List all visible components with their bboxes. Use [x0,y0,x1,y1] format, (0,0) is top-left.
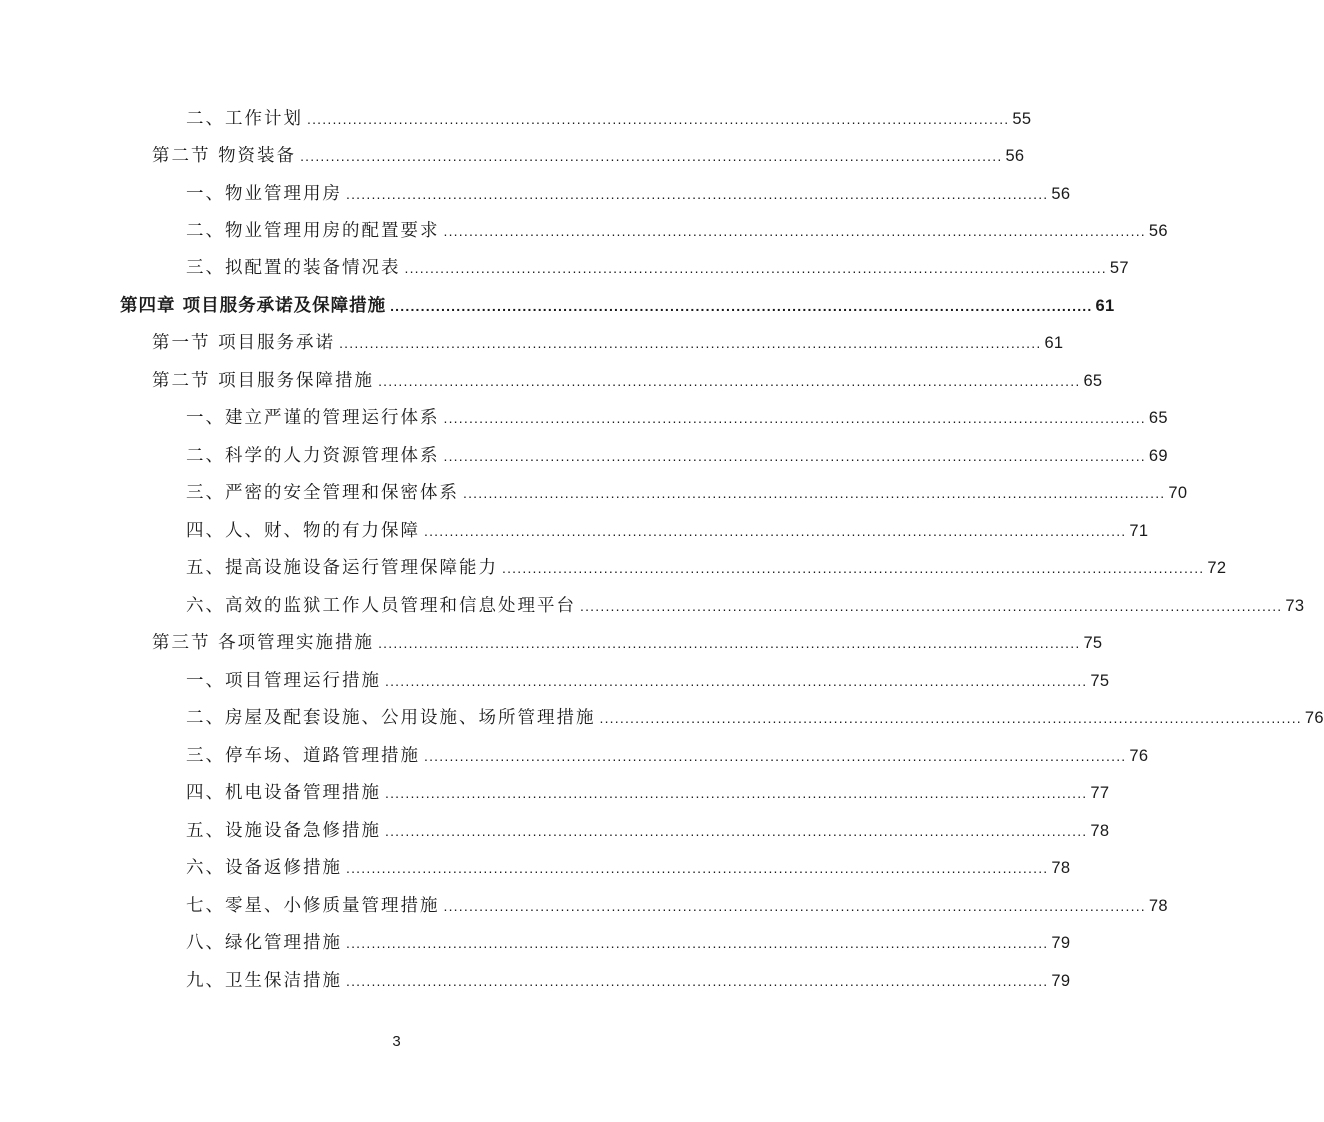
toc-entry-title: 五、设施设备急修措施 [186,821,381,841]
toc-entry-title: 一、物业管理用房 [186,184,342,204]
toc-page-number: 61 [1095,297,1115,315]
dot-leader: .......................................................................................................................................... [385,785,1088,801]
toc-page-number: 77 [1090,784,1110,802]
dot-leader: .......................................................................................................................................... [463,485,1166,501]
toc-page-number: 56 [1051,185,1071,203]
toc-entry[interactable] [186,479,1188,509]
dot-leader: .......................................................................................................................................... [443,410,1146,426]
toc-entry-title: 一、项目管理运行措施 [186,671,381,691]
toc-entry-title: 第二节 项目服务保障措施 [152,371,375,391]
dot-leader: .......................................................................................................................................... [599,710,1302,726]
toc-entry[interactable] [186,742,1149,772]
toc-entry-title: 三、拟配置的装备情况表 [186,258,401,278]
dot-leader: .......................................................................................................................................... [307,111,1010,127]
toc-page-number: 71 [1129,522,1149,540]
toc-page-number: 61 [1044,334,1064,352]
dot-leader: .......................................................................................................................................... [404,260,1107,276]
toc-page-number: 79 [1051,972,1071,990]
toc-page-number: 78 [1090,822,1110,840]
toc-entry[interactable] [186,667,1110,697]
toc-entry[interactable] [186,180,1071,210]
dot-leader: .......................................................................................................................................... [346,186,1049,202]
dot-leader: .......................................................................................................................................... [580,598,1283,614]
toc-entry[interactable] [152,142,1025,172]
dot-leader: .......................................................................................................................................... [378,635,1081,651]
dot-leader: .......................................................................................................................................... [424,523,1127,539]
dot-leader: .......................................................................................................................................... [346,935,1049,951]
toc-entry-title: 三、严密的安全管理和保密体系 [186,483,459,503]
dot-leader: .......................................................................................................................................... [300,148,1003,164]
toc-entry-title: 八、绿化管理措施 [186,933,342,953]
toc-entry-title: 二、房屋及配套设施、公用设施、场所管理措施 [186,708,596,728]
dot-leader: .......................................................................................................................................... [385,673,1088,689]
toc-page-number: 73 [1285,597,1305,615]
toc-entry-title: 四、人、财、物的有力保障 [186,521,420,541]
toc-entry[interactable] [152,629,1103,659]
toc-entry[interactable] [186,254,1129,284]
toc-entry[interactable] [186,404,1168,434]
toc-entry[interactable] [186,217,1168,247]
toc-page-number: 78 [1051,859,1071,877]
toc-entry[interactable] [186,892,1168,922]
dot-leader: .......................................................................................................................................... [443,223,1146,239]
toc-entry[interactable] [186,592,1305,622]
toc-entry-title: 六、高效的监狱工作人员管理和信息处理平台 [186,596,576,616]
toc-chapter-entry[interactable] [120,292,1115,322]
dot-leader: .......................................................................................................................................... [502,560,1205,576]
toc-entry[interactable] [186,854,1071,884]
toc-page-number: 78 [1148,897,1168,915]
dot-leader: .......................................................................................................................................... [339,335,1042,351]
toc-entry-title: 第三节 各项管理实施措施 [152,633,375,653]
dot-leader: .......................................................................................................................................... [443,898,1146,914]
toc-page-number: 56 [1005,147,1025,165]
toc-page-number: 65 [1083,372,1103,390]
page-number-footer: 3 [392,1033,401,1050]
toc-entry[interactable] [186,554,1227,584]
toc-entry[interactable] [186,442,1168,472]
toc-entry-title: 第二节 物资装备 [152,146,297,166]
toc-entry-title: 一、建立严谨的管理运行体系 [186,408,440,428]
toc-page-number: 57 [1109,259,1129,277]
toc-page-number: 70 [1168,484,1188,502]
toc-entry[interactable] [186,704,1324,734]
toc-page-number: 76 [1304,709,1324,727]
toc-entry[interactable] [186,817,1110,847]
toc-page-number: 75 [1090,672,1110,690]
toc-entry-title: 二、科学的人力资源管理体系 [186,446,440,466]
toc-entry-title: 七、零星、小修质量管理措施 [186,896,440,916]
toc-page-number: 55 [1012,110,1032,128]
toc-page-number: 79 [1051,934,1071,952]
dot-leader: .......................................................................................................................................... [346,973,1049,989]
toc-entry[interactable] [152,367,1103,397]
toc-entry[interactable] [186,929,1071,959]
toc-page-number: 76 [1129,747,1149,765]
toc-page-number: 72 [1207,559,1227,577]
toc-entry[interactable] [152,329,1064,359]
toc-entry-title: 三、停车场、道路管理措施 [186,746,420,766]
toc-entry[interactable] [186,517,1149,547]
toc-page-number: 65 [1148,409,1168,427]
toc-entry[interactable] [186,779,1110,809]
toc-entry-title: 四、机电设备管理措施 [186,783,381,803]
toc-entry-title: 第四章 项目服务承诺及保障措施 [120,296,387,316]
toc-entry-title: 第一节 项目服务承诺 [152,333,336,353]
toc-entry-title: 二、物业管理用房的配置要求 [186,221,440,241]
toc-entry-title: 二、工作计划 [186,109,303,129]
dot-leader: .......................................................................................................................................... [424,748,1127,764]
toc-page-number: 75 [1083,634,1103,652]
dot-leader: .......................................................................................................................................... [385,823,1088,839]
dot-leader: .......................................................................................................................................... [390,298,1093,314]
toc-entry[interactable] [186,105,1032,135]
dot-leader: .......................................................................................................................................... [378,373,1081,389]
toc-entry[interactable] [186,967,1071,997]
toc-page-number: 69 [1148,447,1168,465]
toc-entry-title: 五、提高设施设备运行管理保障能力 [186,558,498,578]
toc-page-number: 56 [1148,222,1168,240]
toc-entry-title: 六、设备返修措施 [186,858,342,878]
dot-leader: .......................................................................................................................................... [443,448,1146,464]
dot-leader: .......................................................................................................................................... [346,860,1049,876]
toc-entry-title: 九、卫生保洁措施 [186,971,342,991]
